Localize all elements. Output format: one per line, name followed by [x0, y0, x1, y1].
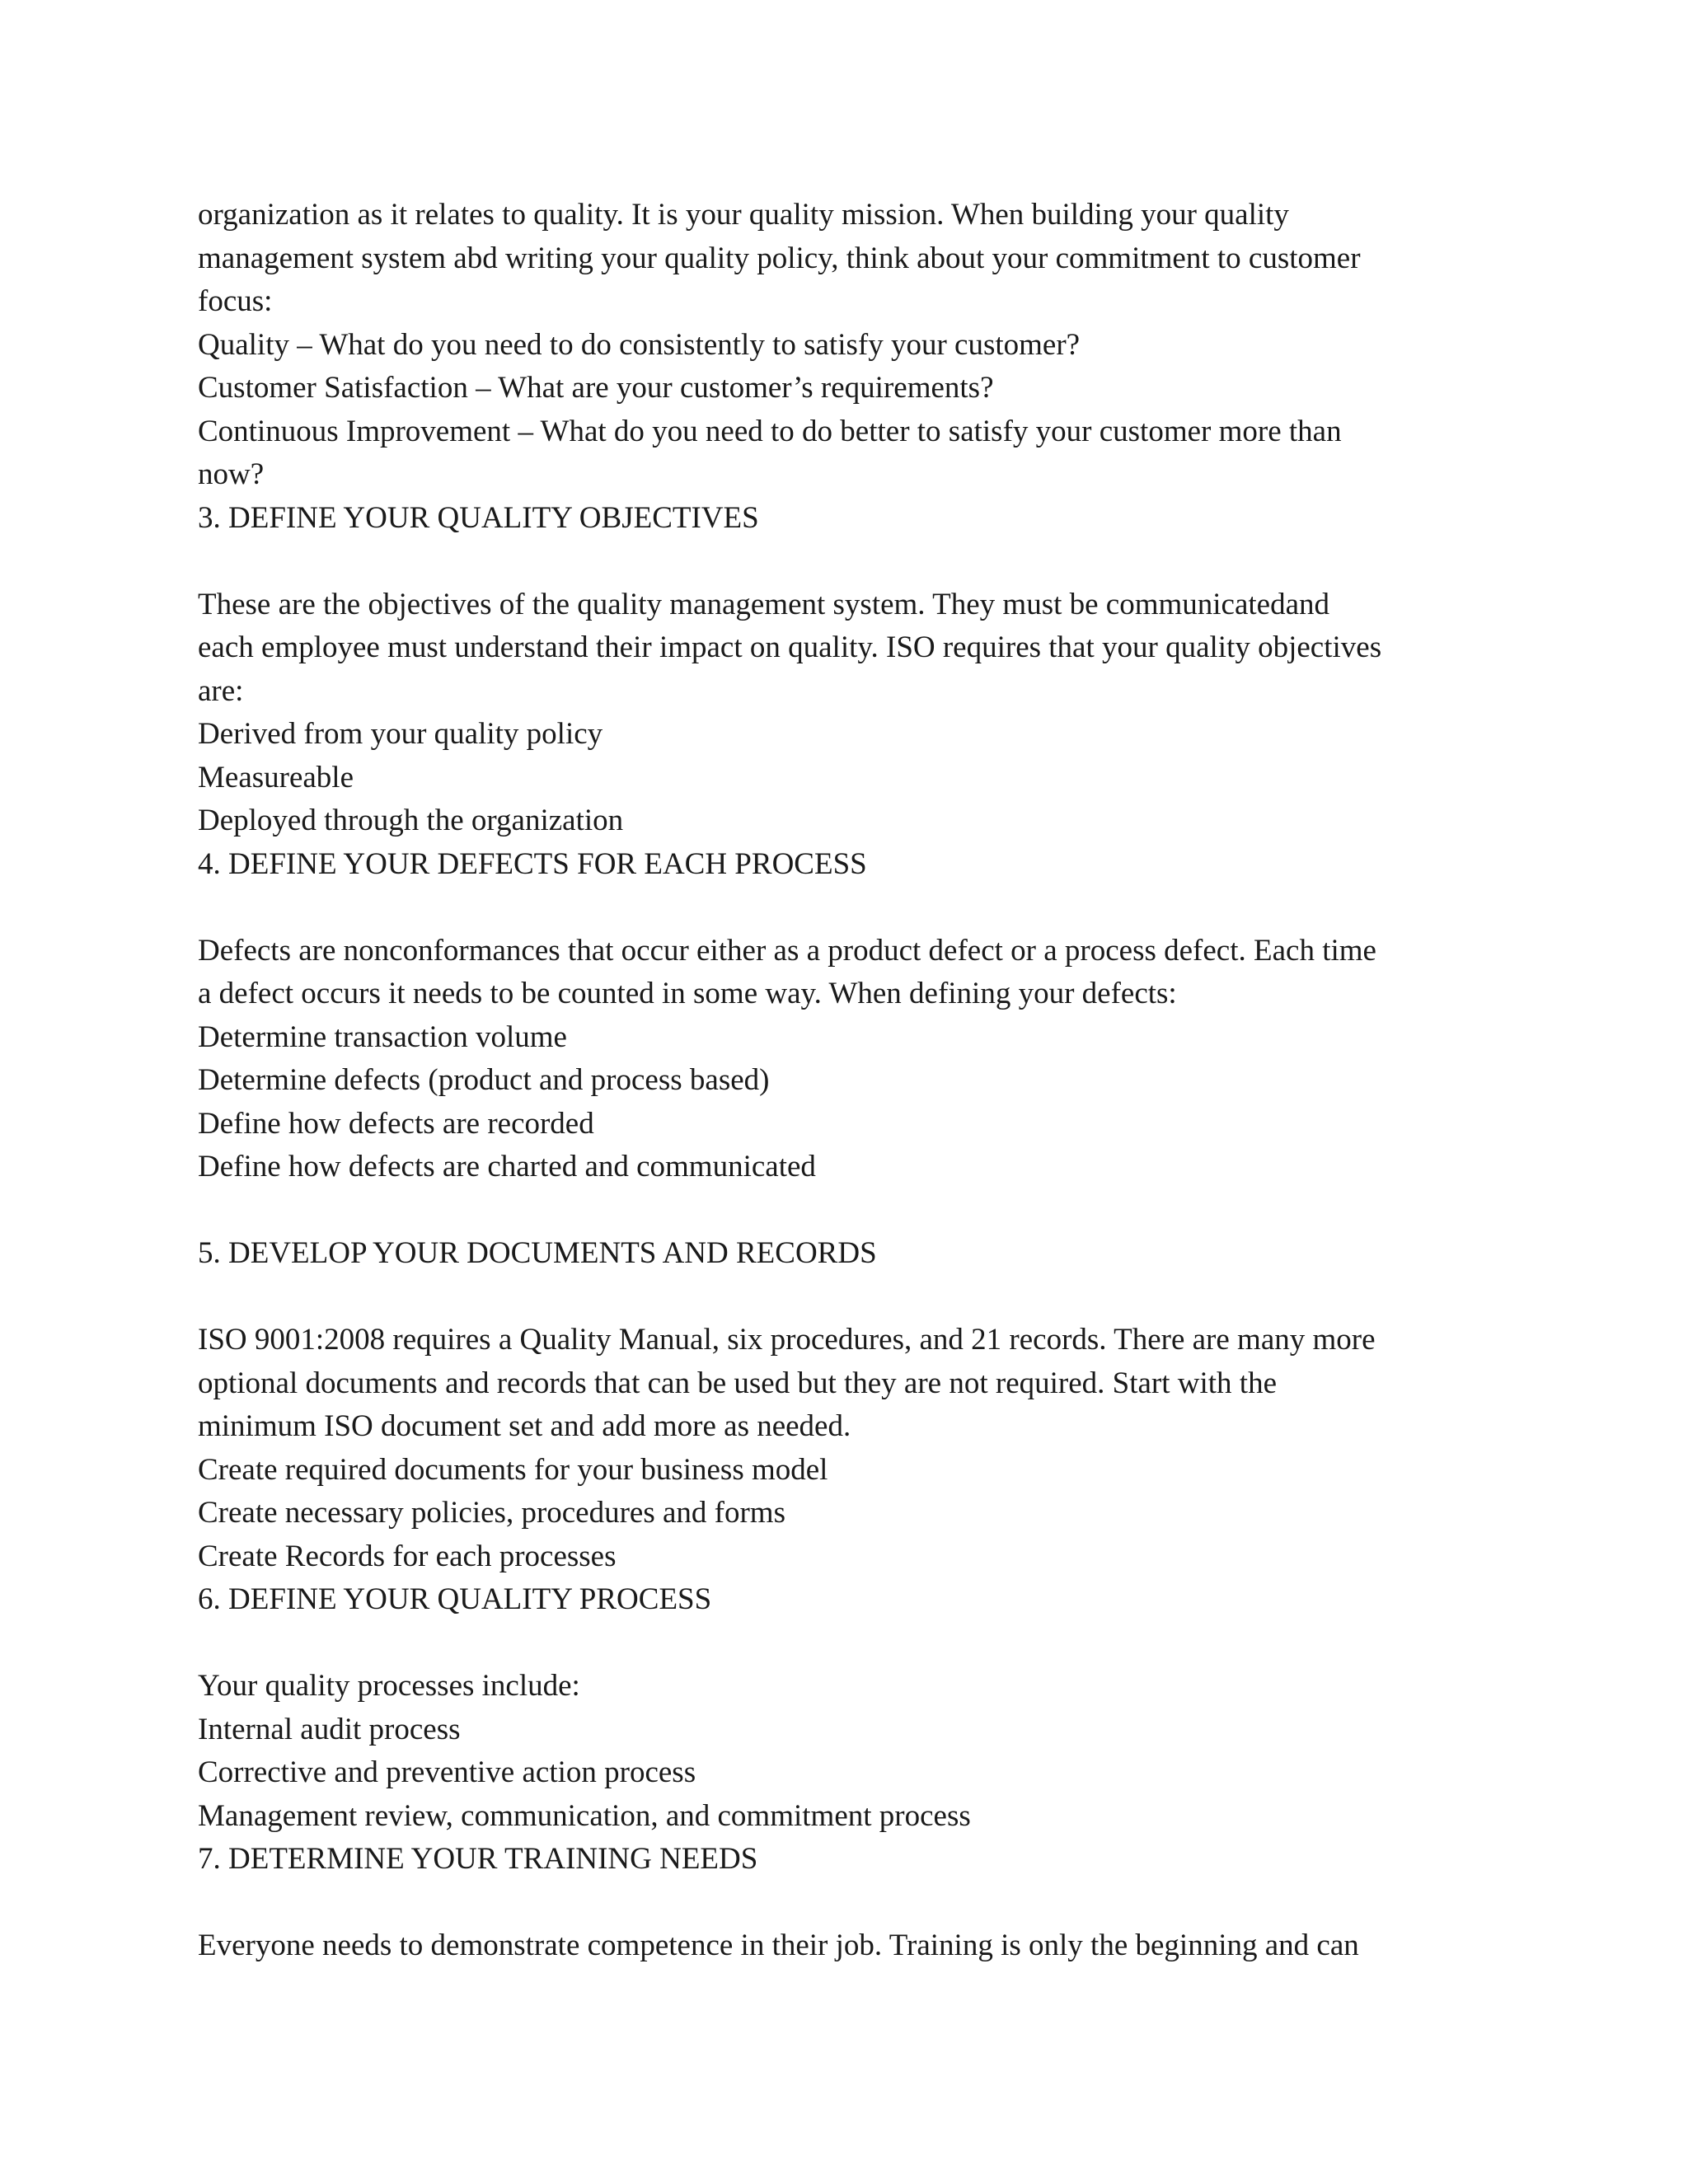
- list-item: Define how defects are recorded: [198, 1106, 594, 1141]
- text-line: These are the objectives of the quality management system. They must be communicatedand: [198, 587, 1330, 621]
- list-item: Create Records for each processes: [198, 1539, 617, 1573]
- blank-line: [198, 1882, 1484, 1925]
- list-item: Determine transaction volume: [198, 1019, 567, 1054]
- blank-line: [198, 886, 1484, 930]
- blank-line: [198, 1622, 1484, 1666]
- text-line: Customer Satisfaction – What are your customer’s requirements?: [198, 371, 994, 405]
- list-item: Measureable: [198, 760, 354, 794]
- section-heading: 5. DEVELOP YOUR DOCUMENTS AND RECORDS: [198, 1236, 877, 1270]
- text-line: optional documents and records that can be used but they are not required. Start with the: [198, 1366, 1278, 1400]
- list-item: Determine defects (product and process based): [198, 1063, 770, 1097]
- blank-line: [198, 1189, 1484, 1233]
- text-line: focus:: [198, 284, 273, 318]
- text-line: Continuous Improvement – What do you need to do better to satisfy your customer more than: [198, 414, 1342, 448]
- text-line: now?: [198, 457, 265, 491]
- blank-line: [198, 540, 1484, 583]
- text-line: Quality – What do you need to do consistently to satisfy your customer?: [198, 327, 1081, 362]
- list-item: Corrective and preventive action process: [198, 1755, 696, 1789]
- section-heading: 6. DEFINE YOUR QUALITY PROCESS: [198, 1582, 712, 1616]
- list-item: Create required documents for your business model: [198, 1452, 828, 1487]
- text-line: each employee must understand their impact on quality. ISO requires that your quality objectives: [198, 630, 1382, 664]
- section-heading: 3. DEFINE YOUR QUALITY OBJECTIVES: [198, 500, 759, 535]
- list-item: Deployed through the organization: [198, 804, 624, 837]
- blank-line: [198, 1276, 1484, 1319]
- list-item: Create necessary policies, procedures and forms: [198, 1496, 785, 1530]
- text-line: Defects are nonconformances that occur either as a product defect or a process defect. Each time: [198, 933, 1376, 968]
- list-item: Derived from your quality policy: [198, 717, 603, 751]
- text-line: a defect occurs it needs to be counted in some way. When defining your defects:: [198, 977, 1177, 1010]
- text-line: minimum ISO document set and add more as needed.: [198, 1409, 851, 1443]
- text-line: Your quality processes include:: [198, 1669, 580, 1703]
- section-heading: 7. DETERMINE YOUR TRAINING NEEDS: [198, 1842, 758, 1876]
- text-line: ISO 9001:2008 requires a Quality Manual, six procedures, and 21 records. There are many more: [198, 1323, 1376, 1357]
- text-line: Everyone needs to demonstrate competence in their job. Training is only the beginning and can: [198, 1929, 1359, 1962]
- text-line: organization as it relates to quality. It is your quality mission. When building your quality: [198, 198, 1289, 232]
- list-item: Internal audit process: [198, 1712, 461, 1746]
- text-line: management system abd writing your quality policy, think about your commitment to customer: [198, 241, 1361, 275]
- list-item: Management review, communication, and commitment process: [198, 1798, 971, 1833]
- list-item: Define how defects are charted and communicated: [198, 1150, 816, 1183]
- text-line: are:: [198, 673, 244, 708]
- document-body: [198, 194, 1484, 1968]
- section-heading: 4. DEFINE YOUR DEFECTS FOR EACH PROCESS: [198, 846, 867, 881]
